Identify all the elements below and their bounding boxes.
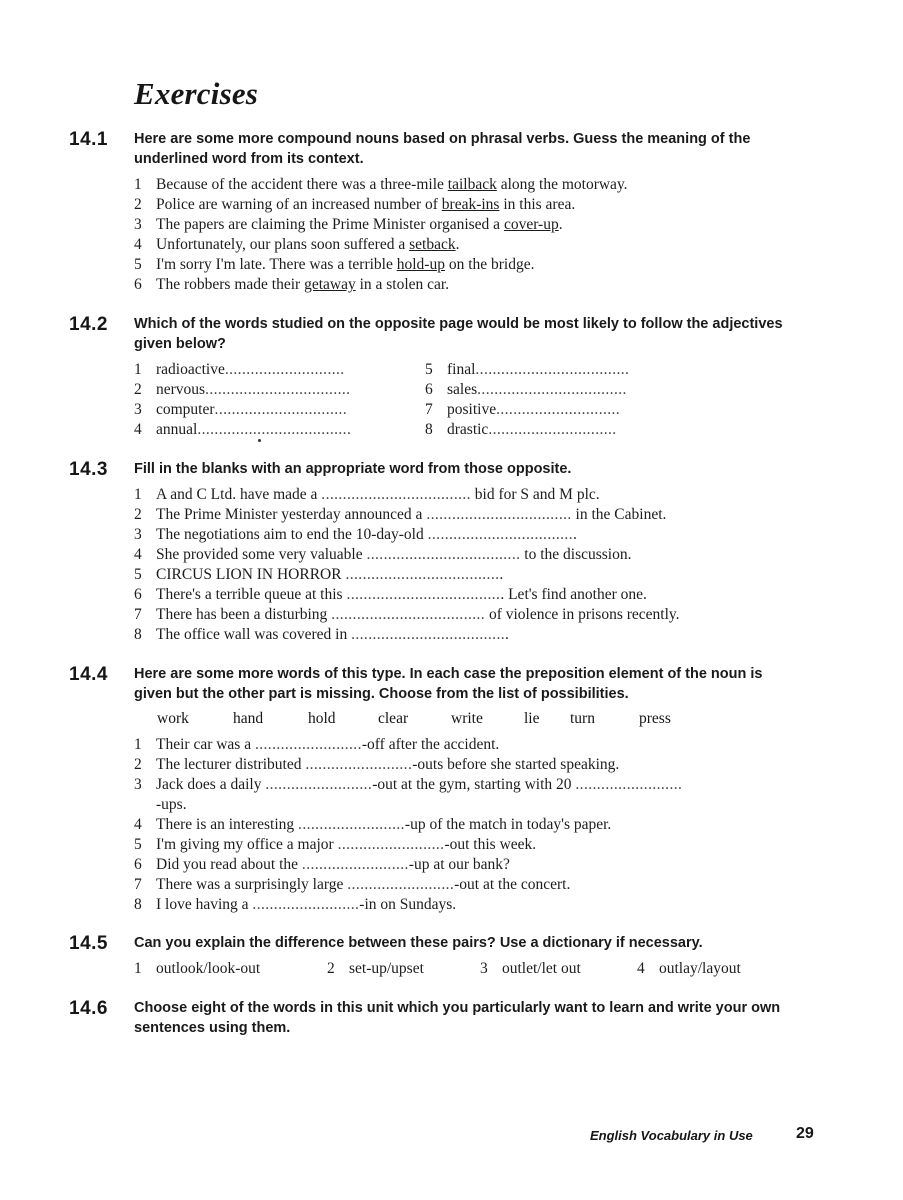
list-item: 5 final....................................: [425, 361, 630, 378]
word-option: hand: [233, 710, 264, 727]
underlined-word: break-ins: [441, 196, 500, 213]
exercise-number-14-2: 14.2: [69, 314, 108, 335]
list-item: 2 nervous..................................: [134, 381, 351, 398]
exercise-number-14-6: 14.6: [69, 998, 108, 1019]
page-title: Exercises: [134, 76, 259, 111]
list-item: 4 annual....................................: [134, 421, 352, 438]
word-option: lie: [524, 710, 540, 727]
list-item: 6 There's a terrible queue at this ..................................... Let's find another one.: [134, 586, 647, 603]
list-item: 1 Their car was a .........................-off after the accident.: [134, 736, 500, 753]
exercise-number-14-5: 14.5: [69, 933, 108, 954]
book-title: English Vocabulary in Use: [590, 1128, 753, 1143]
underlined-word: setback: [409, 236, 456, 253]
pair-item: 4 outlay/layout: [637, 960, 741, 977]
exercise-instruction-14-5: Can you explain the difference between these pairs? Use a dictionary if necessary.: [134, 935, 703, 951]
list-item: 3 computer...............................: [134, 401, 348, 418]
word-option: write: [451, 710, 483, 727]
list-item: 6 The robbers made their getaway in a stolen car.: [134, 276, 450, 293]
list-item: 2 Police are warning of an increased number of break-ins in this area.: [134, 196, 576, 213]
exercise-number-14-3: 14.3: [69, 459, 108, 480]
word-option: hold: [308, 710, 336, 727]
exercise-instruction-14-3: Fill in the blanks with an appropriate word from those opposite.: [134, 461, 572, 477]
list-item: 5 CIRCUS LION IN HORROR .....................................: [134, 566, 504, 583]
list-item: 3 Jack does a daily .........................-out at the gym, starting with 20 .........................: [134, 776, 683, 793]
page-number: 29: [796, 1125, 814, 1142]
list-item: 1 radioactive............................: [134, 361, 345, 378]
exercise-instruction-14-4: Here are some more words of this type. In each case the preposition element of the noun is given but the other part is missing. Choose from the list of possibilities.: [134, 666, 763, 702]
list-item: 7 There was a surprisingly large .........................-out at the concert.: [134, 876, 571, 893]
list-item: 4 There is an interesting .........................-up of the match in today's paper.: [134, 816, 612, 833]
list-item: 6 Did you read about the .........................-up at our bank?: [134, 856, 510, 873]
ink-speck: [258, 439, 261, 442]
list-item: 4 Unfortunately, our plans soon suffered a setback.: [134, 236, 460, 253]
underlined-word: hold-up: [396, 256, 445, 273]
list-item: 6 sales...................................: [425, 381, 627, 398]
word-option: clear: [378, 710, 409, 727]
word-option: press: [639, 710, 671, 727]
list-item: 7 There has been a disturbing .................................... of violence in prisons recently.: [134, 606, 680, 623]
list-item: 1 Because of the accident there was a three-mile tailback along the motorway.: [134, 176, 628, 193]
exercise-instruction-14-1: Here are some more compound nouns based on phrasal verbs. Guess the meaning of the underlined word from its context.: [134, 131, 751, 167]
underlined-word: cover-up: [503, 216, 559, 233]
list-item: 2 The Prime Minister yesterday announced a .................................. in the Cabinet.: [134, 506, 667, 523]
list-item: 8 drastic..............................: [425, 421, 617, 438]
list-item-continuation: -ups.: [156, 796, 187, 813]
exercise-number-14-1: 14.1: [69, 129, 108, 150]
pair-item: 1 outlook/look-out: [134, 960, 261, 977]
list-item: 8 I love having a .........................-in on Sundays.: [134, 896, 457, 913]
exercise-number-14-4: 14.4: [69, 664, 108, 685]
word-option: work: [157, 710, 189, 727]
list-item: 2 The lecturer distributed .........................-outs before she started speaking.: [134, 756, 620, 773]
underlined-word: getaway: [304, 276, 356, 293]
list-item: 8 The office wall was covered in .....................................: [134, 626, 509, 643]
underlined-word: tailback: [447, 176, 497, 193]
list-item: 3 The negotiations aim to end the 10-day-old ...................................: [134, 526, 577, 543]
list-item: 1 A and C Ltd. have made a ................................... bid for S and M plc.: [134, 486, 600, 503]
list-item: 7 positive.............................: [425, 401, 621, 418]
list-item: 3 The papers are claiming the Prime Minister organised a cover-up.: [134, 216, 563, 233]
pair-item: 3 outlet/let out: [480, 960, 581, 977]
list-item: 4 She provided some very valuable .................................... to the discussion.: [134, 546, 632, 563]
list-item: 5 I'm sorry I'm late. There was a terrible hold-up on the bridge.: [134, 256, 535, 273]
exercise-instruction-14-6: Choose eight of the words in this unit which you particularly want to learn and write your own sentences using them.: [134, 1000, 781, 1036]
word-option: turn: [570, 710, 595, 727]
pair-item: 2 set-up/upset: [327, 960, 424, 977]
exercise-instruction-14-2: Which of the words studied on the opposite page would be most likely to follow the adjectives given below?: [134, 316, 783, 352]
list-item: 5 I'm giving my office a major .........................-out this week.: [134, 836, 537, 853]
